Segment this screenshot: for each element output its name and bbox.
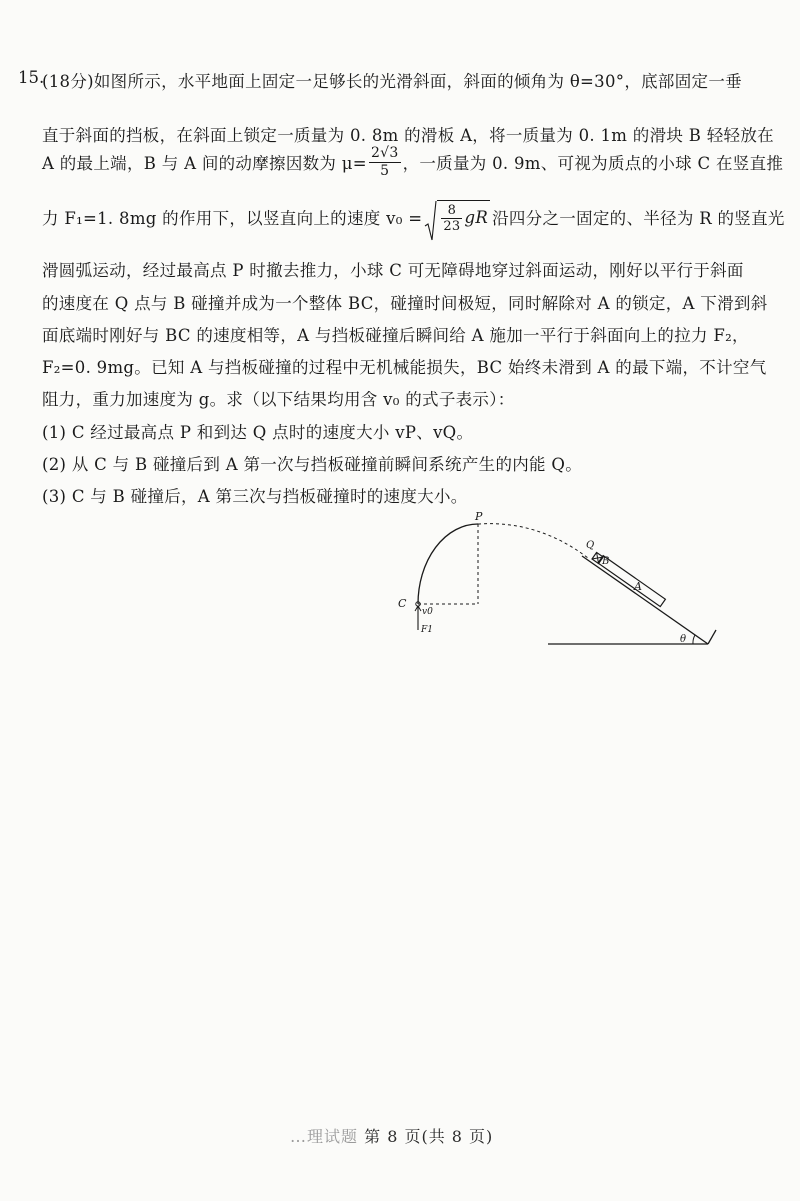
projectile-path: [478, 524, 588, 558]
line-4-pre: 力 F₁=1. 8mg 的作用下，以竖直向上的速度 v₀ =: [42, 209, 423, 228]
problem-text-line-1: 如图所示，水平地面上固定一足够长的光滑斜面，斜面的倾角为 θ=30°，底部固定一垂: [93, 72, 742, 91]
theta-arc: [693, 635, 695, 644]
mu-numerator: 2√3: [370, 144, 399, 161]
mu-fraction: [369, 145, 401, 180]
label-v0: v0: [422, 607, 433, 617]
label-theta: θ: [680, 634, 687, 645]
arc-track: [418, 524, 478, 604]
problem-line-5: 滑圆弧运动，经过最高点 P 时撤去推力，小球 C 可无障碍地穿过斜面运动，刚好以平行于斜面: [42, 261, 744, 280]
line-3-pre: A 的最上端，B 与 A 间的动摩擦因数为 μ=: [42, 154, 367, 173]
problem-line-6: 的速度在 Q 点与 B 碰撞并成为一个整体 BC，碰撞时间极短，同时解除对 A 的锁定，A 下滑到斜: [42, 294, 768, 313]
footer-subject: …理试题: [290, 1127, 359, 1146]
footer-page-number: 第 8 页(共 8 页): [364, 1127, 494, 1146]
physics-figure: [388, 508, 728, 653]
problem-points: (18分): [42, 72, 94, 91]
label-C: C: [398, 597, 407, 610]
mu-denominator: 5: [380, 162, 390, 179]
sub-question-3: (3) C 与 B 碰撞后，A 第三次与挡板碰撞时的速度大小。: [42, 487, 468, 506]
label-F1: F1: [421, 625, 433, 635]
sub-question-2: (2) 从 C 与 B 碰撞后到 A 第一次与挡板碰撞前瞬间系统产生的内能 Q。: [42, 455, 583, 474]
v0-sqrt: [424, 200, 490, 234]
radical-sign-icon: [424, 200, 437, 242]
label-A: A: [634, 580, 642, 593]
baffle-plate: [708, 630, 716, 644]
sub-question-1: (1) C 经过最高点 P 和到达 Q 点时的速度大小 vP、vQ。: [42, 423, 474, 442]
problem-line-4: [42, 194, 785, 240]
v0-numerator: 8: [441, 203, 462, 219]
problem-line-2: 直于斜面的挡板，在斜面上锁定一质量为 0. 8m 的滑板 A，将一质量为 0. 1m 的滑块 B 轻轻放在: [42, 126, 774, 145]
line-3-post: ，一质量为 0. 9m、可视为质点的小球 C 在竖直推: [402, 154, 784, 173]
problem-line-1: [42, 68, 742, 92]
problem-line-3: [42, 140, 783, 184]
problem-line-9: 阻力，重力加速度为 g。求（以下结果均用含 v₀ 的式子表示）：: [42, 390, 515, 409]
page-footer: [290, 1124, 493, 1147]
v0-fraction: [441, 203, 462, 234]
problem-line-8: F₂=0. 9mg。已知 A 与挡板碰撞的过程中无机械能损失，BC 始终未滑到 A 的最下端，不计空气: [42, 358, 767, 377]
label-P: P: [475, 510, 483, 523]
line-4-post: 沿四分之一固定的、半径为 R 的竖直光: [492, 209, 785, 228]
v0-denominator: 23: [443, 219, 461, 234]
label-B: B: [602, 556, 610, 567]
v0-gr: gR: [464, 208, 489, 227]
label-Q: Q: [586, 540, 595, 551]
problem-line-7: 面底端时刚好与 BC 的速度相等，A 与挡板碰撞后瞬间给 A 施加一平行于斜面向上的拉力 F₂，: [42, 326, 749, 345]
incline-surface: [582, 556, 708, 644]
problem-number: 15.: [18, 68, 45, 87]
v0-radicand: [437, 200, 490, 234]
